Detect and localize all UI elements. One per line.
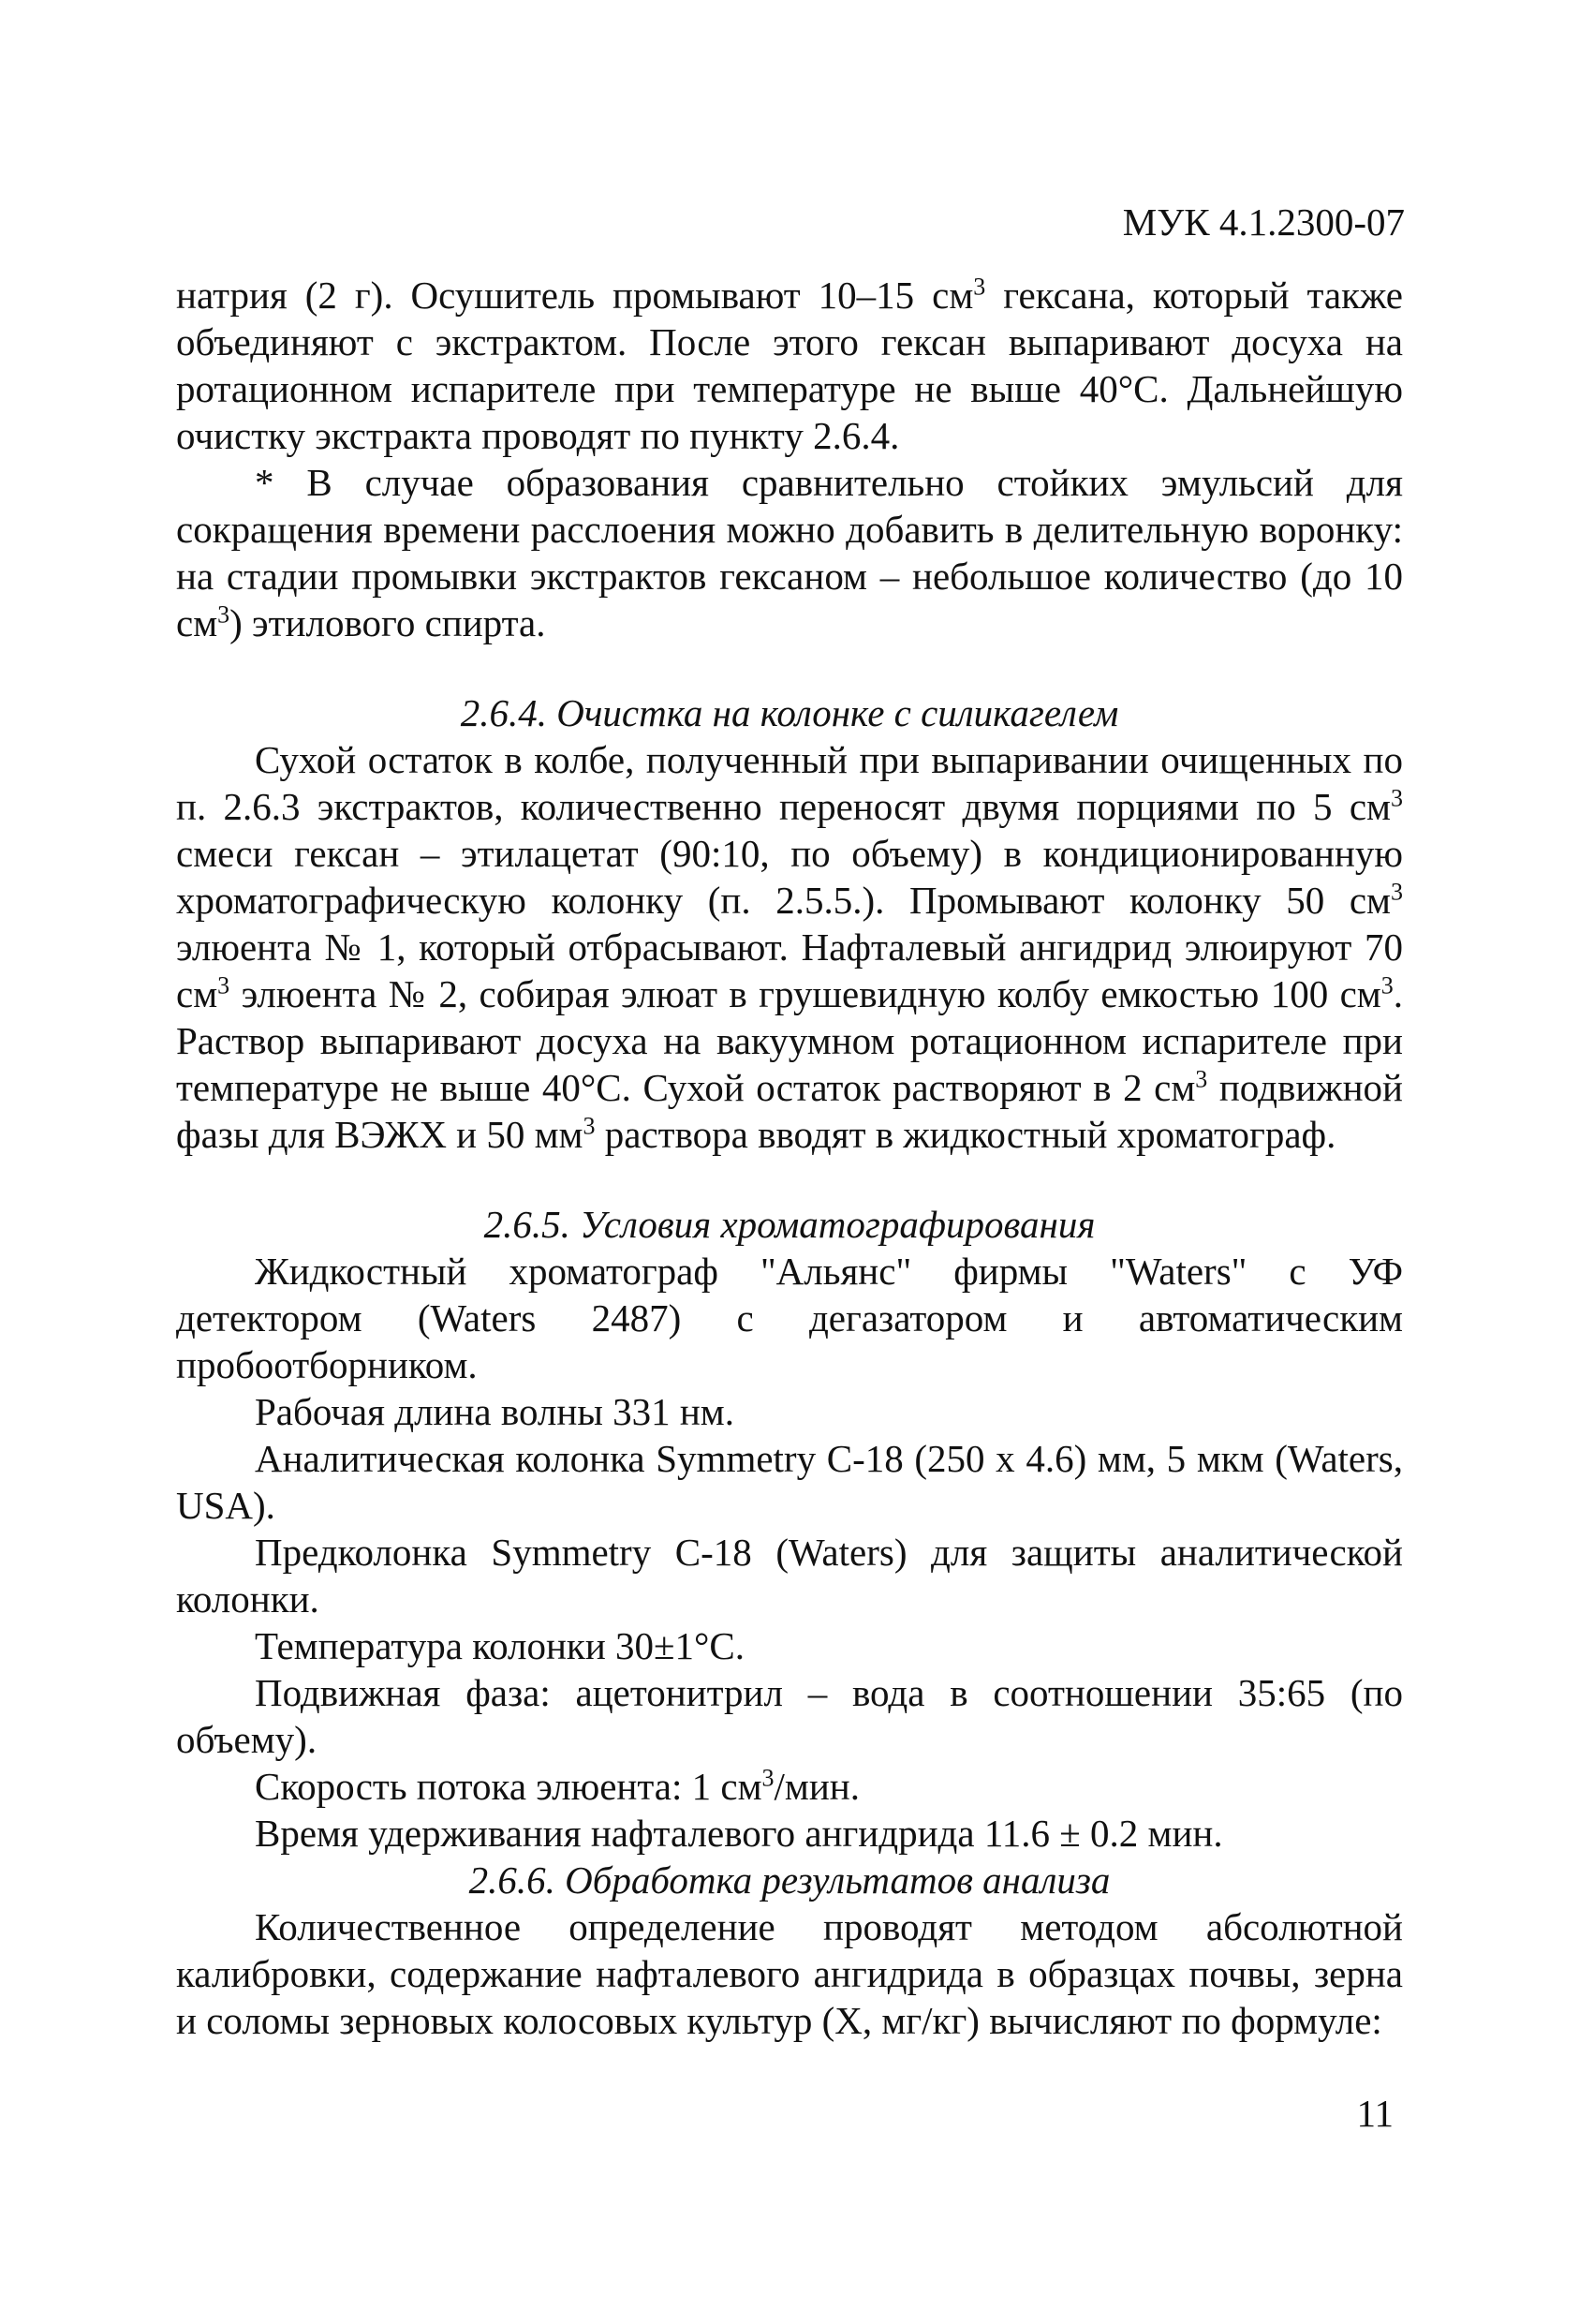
section-heading-2-6-4: 2.6.4. Очистка на колонке с силикагелем	[460, 691, 1119, 734]
superscript: 3	[1380, 971, 1394, 999]
chromatograph-paragraph: Жидкостный хроматограф "Альянс" фирмы "Waters" с УФ детектором (Waters 2487) с дегазатором и автоматическим пробоотборником.	[176, 1250, 1403, 1386]
paragraph-text: подвижной фазы для ВЭЖХ и 50 мм	[176, 1066, 1403, 1156]
footnote-text-1: * В случае образования сравнительно стойких эмульсий для сокращения времени расслоения можно добавить в делительную воронку: на стадии промывки экстрактов гексаном – небольшое количество (до 10 см	[176, 461, 1403, 644]
quantification-paragraph: Количественное определение проводят методом абсолютной калибровки, содержание нафталевого ангидрида в образцах почвы, зерна и соломы зерновых колосовых культур (Х, мг/кг) вычисляют по формуле:	[176, 1905, 1403, 2042]
section-heading-2-6-5: 2.6.5. Условия хроматографирования	[483, 1203, 1096, 1246]
retention-time-paragraph: Время удерживания нафталевого ангидрида 11.6 ± 0.2 мин.	[255, 1812, 1223, 1855]
footnote-text-2: ) этилового спирта.	[229, 601, 546, 644]
paragraph-text: элюента № 2, собирая элюат в грушевидную колбу емкостью 100 см	[229, 972, 1381, 1015]
superscript: 3	[217, 600, 230, 629]
paragraph-text: Скорость потока элюента: 1 см	[255, 1765, 762, 1808]
continuation-text-1: натрия (2 г). Осушитель промывают 10–15 см	[176, 274, 974, 317]
footnote-paragraph	[176, 459, 1403, 646]
flow-rate-paragraph	[176, 1763, 1403, 1810]
analytical-column-paragraph: Аналитическая колонка Symmetry С-18 (250 х 4.6) мм, 5 мкм (Waters, USA).	[176, 1437, 1403, 1527]
paragraph-text: раствора вводят в жидкостный хроматограф.	[595, 1113, 1336, 1156]
wavelength-paragraph: Рабочая длина волны 331 нм.	[255, 1390, 734, 1433]
paragraph-text: . Раствор выпаривают досуха на вакуумном ротационном испарителе при температуре не выше 40°С. Сухой остаток растворяют в 2 см	[176, 972, 1403, 1109]
paragraph-text: Сухой остаток в колбе, полученный при выпаривании очищенных по п. 2.6.3 экстрактов, количественно переносят двумя порциями по 5 см	[176, 738, 1403, 828]
document-body	[176, 272, 1403, 2044]
column-temperature-paragraph: Температура колонки 30±1°С.	[255, 1624, 745, 1667]
superscript: 3	[217, 971, 230, 999]
document-code-header: МУК 4.1.2300-07	[1122, 200, 1405, 244]
superscript: 3	[761, 1764, 775, 1792]
superscript: 3	[583, 1112, 596, 1140]
superscript: 3	[973, 273, 986, 301]
section-heading-2-6-6: 2.6.6. Обработка результатов анализа	[468, 1858, 1111, 1902]
page-number: 11	[1356, 2092, 1394, 2135]
continuation-text-2: гексана, который также объединяют с экстрактом. После этого гексан выпаривают досуха на ротационном испарителе при температуре не выше 40°С. Дальнейшую очистку экстракта проводят по пункту 2.6.4.	[176, 274, 1403, 457]
mobile-phase-paragraph: Подвижная фаза: ацетонитрил – вода в соотношении 35:65 (по объему).	[176, 1671, 1403, 1761]
superscript: 3	[1195, 1065, 1208, 1093]
spacer	[176, 1158, 1403, 1201]
section-2-6-4-paragraph	[176, 736, 1403, 1158]
superscript: 3	[1391, 878, 1403, 906]
continuation-paragraph	[176, 272, 1403, 459]
superscript: 3	[1391, 784, 1403, 812]
spacer	[176, 646, 1403, 689]
precolumn-paragraph: Предколонка Symmetry С-18 (Waters) для защиты аналитической колонки.	[176, 1531, 1403, 1621]
paragraph-text: смеси гексан – этилацетат (90:10, по объему) в кондиционированную хроматографическую колонку (п. 2.5.5.). Промывают колонку 50 см	[176, 832, 1403, 922]
paragraph-text: элюента № 1, который отбрасывают. Нафталевый ангидрид элюируют 70 см	[176, 925, 1403, 1015]
paragraph-text: /мин.	[774, 1765, 861, 1808]
